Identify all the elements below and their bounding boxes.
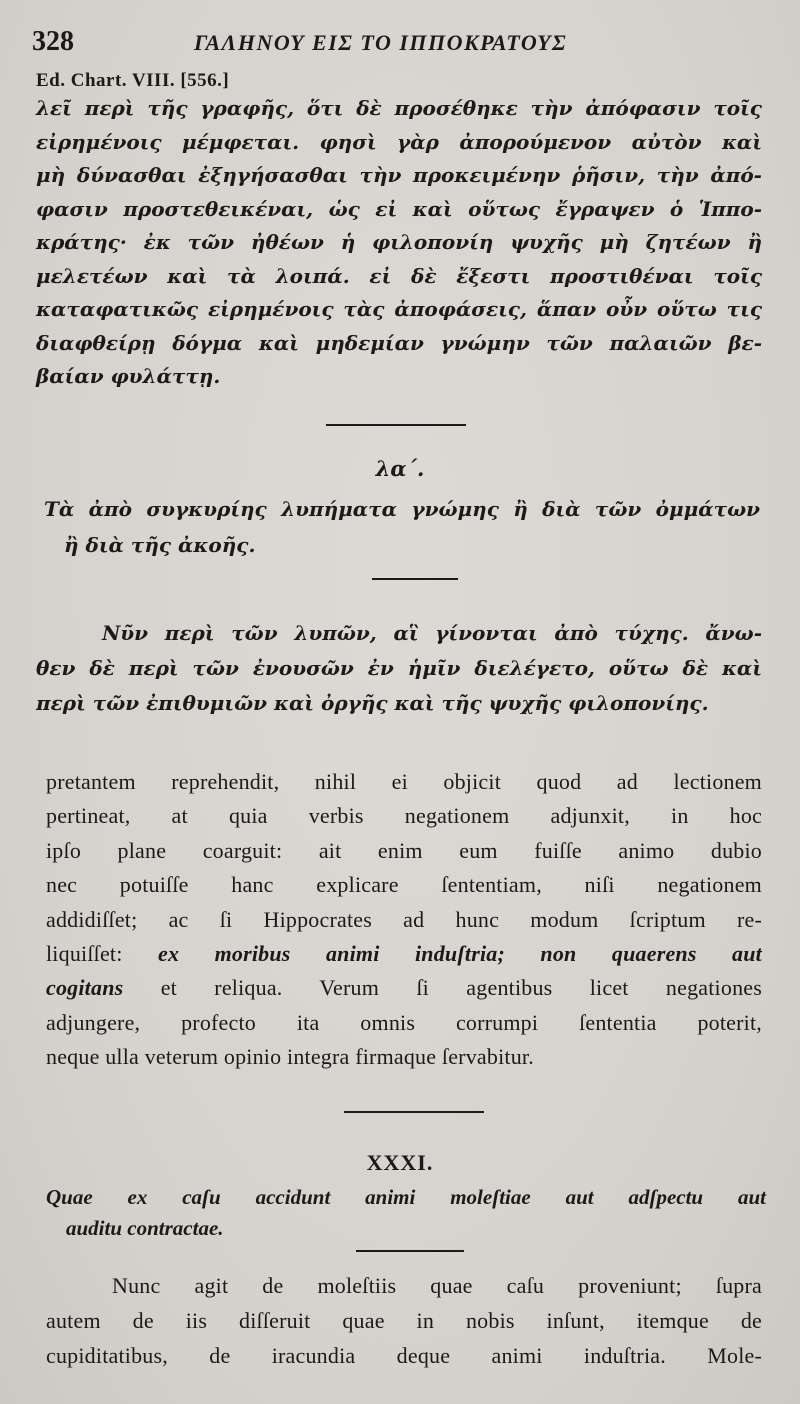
text-line: autem de iis diſſeruit quae in nobis inſunt, itemque de bbox=[46, 1308, 762, 1333]
latin-paragraph-2 bbox=[46, 1268, 762, 1373]
greek-section-number: λα΄. bbox=[375, 456, 425, 481]
text-line: ipſo plane coarguit: ait enim eum fuiſſe animo dubio bbox=[46, 837, 762, 863]
text-line: neque ulla veterum opinio integra firmaque ſervabitur. bbox=[46, 1044, 534, 1070]
section-divider bbox=[372, 578, 458, 580]
text-line: περὶ τῶν ἐπιθυμιῶν καὶ ὀργῆς καὶ τῆς ψυχῆς φιλοπονίης. bbox=[36, 691, 709, 715]
text-line bbox=[46, 937, 762, 971]
heading-line: auditu contractae. bbox=[66, 1216, 224, 1240]
text-line: addidiſſet; ac ſi Hippocrates ad hunc modum ſcriptum re- bbox=[46, 906, 762, 932]
text-line bbox=[46, 971, 762, 1005]
section-divider bbox=[356, 1250, 464, 1252]
text-line: μὴ δύνασθαι ἐξηγήσασθαι τὴν προκειμένην ῥῆσιν, τὴν ἀπό- bbox=[36, 163, 762, 187]
text-line: καταφατικῶς εἰρημένοις τὰς ἀποφάσεις, ἅπαν οὖν οὕτω τις bbox=[36, 297, 762, 321]
page-number: 328 bbox=[32, 26, 74, 57]
text-line: Nunc agit de moleſtiis quae caſu proveniunt; ſupra bbox=[112, 1273, 762, 1298]
heading-line: Quae ex caſu accidunt animi moleſtiae aut adſpectu aut bbox=[46, 1185, 766, 1209]
latin-section-heading bbox=[46, 1182, 766, 1244]
text-fragment: liquiſſet: bbox=[46, 941, 123, 967]
section-divider bbox=[326, 424, 466, 426]
text-line: κράτης· ἐκ τῶν ἠθέων ἡ φιλοπονίη ψυχῆς μὴ ζητέων ἢ bbox=[36, 230, 762, 254]
greek-paragraph-1 bbox=[36, 92, 762, 394]
text-line: λεῖ περὶ τῆς γραφῆς, ὅτι δὲ προσέθηκε τὴν ἀπόφασιν τοῖς bbox=[36, 96, 762, 120]
latin-paragraph-1 bbox=[46, 765, 762, 1075]
text-line: εἰρημένοις μέμφεται. φησὶ γὰρ ἀπορούμενον αὐτὸν καὶ bbox=[36, 129, 762, 154]
heading-line: Τὰ ἀπὸ συγκυρίης λυπήματα γνώμης ἢ διὰ τῶν ὀμμάτων bbox=[44, 497, 760, 521]
text-line: μελετέων καὶ τὰ λοιπά. εἰ δὲ ἔξεστι προστιθέναι τοῖς bbox=[36, 263, 762, 288]
text-line: Νῦν περὶ τῶν λυπῶν, αἳ γίνονται ἀπὸ τύχης. ἄνω- bbox=[102, 621, 762, 645]
text-line: θεν δὲ περὶ τῶν ἐνουσῶν ἐν ἡμῖν διελέγετο, οὕτω δὲ καὶ bbox=[36, 656, 762, 680]
greek-paragraph-2 bbox=[36, 616, 762, 721]
text-line: cupiditatibus, de iracundia deque animi induſtria. Mole- bbox=[46, 1343, 762, 1368]
text-line: pertineat, at quia verbis negationem adjunxit, in hoc bbox=[46, 803, 762, 829]
text-line: φασιν προστεθεικέναι, ὡς εἰ καὶ οὕτως ἔγραψεν ὁ Ἱππο- bbox=[36, 196, 762, 221]
text-fragment: et reliqua. Verum ſi agentibus licet negationes bbox=[160, 975, 762, 1001]
quotation-italic: ex moribus animi induſtria; non quaerens aut bbox=[157, 941, 762, 967]
running-head: ΓΑΛΗΝΟΥ ΕΙΣ ΤΟ ΙΠΠΟΚΡΑΤΟΥΣ bbox=[194, 30, 568, 55]
section-divider bbox=[344, 1111, 484, 1113]
greek-section-heading bbox=[44, 491, 760, 563]
text-line: adjungere, profecto ita omnis corrumpi ſententia poterit, bbox=[46, 1009, 762, 1035]
quotation-italic: cogitans bbox=[46, 975, 124, 1001]
text-line: βαίαν φυλάττῃ. bbox=[36, 364, 221, 388]
edition-reference: Ed. Chart. VIII. [556.] bbox=[36, 70, 230, 91]
latin-section-number: XXXI. bbox=[366, 1150, 434, 1175]
text-line: διαφθείρῃ δόγμα καὶ μηδεμίαν γνώμην τῶν παλαιῶν βε- bbox=[36, 330, 762, 355]
page-header bbox=[32, 26, 762, 66]
text-line: nec potuiſſe hanc explicare ſententiam, niſi negationem bbox=[46, 872, 762, 898]
text-line: pretantem reprehendit, nihil ei objicit quod ad lectionem bbox=[46, 769, 762, 794]
heading-line: ἢ διὰ τῆς ἀκοῆς. bbox=[64, 533, 256, 557]
